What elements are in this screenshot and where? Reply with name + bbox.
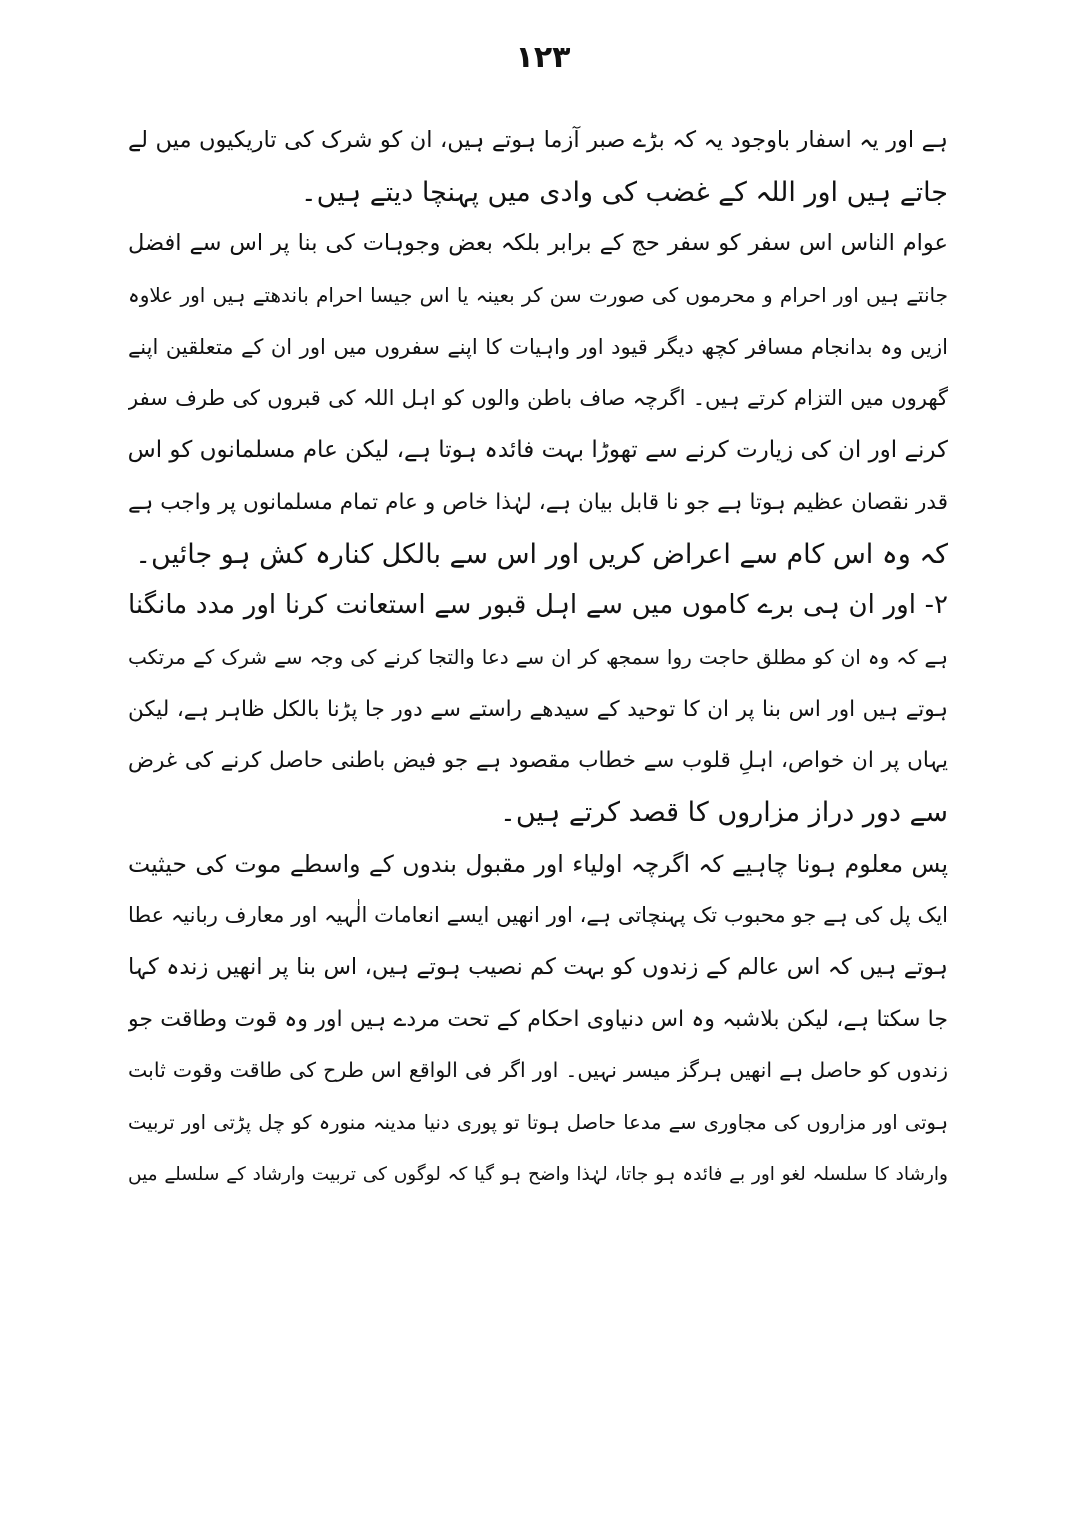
body-text (128, 115, 948, 1200)
text-line: کرنے اور ان کی زیارت کرنے سے تھوڑا بہت فائدہ ہوتا ہے، لیکن عام مسلمانوں کو اس (128, 437, 948, 464)
text-line: عوام الناس اس سفر کو سفر حج کے برابر بلکہ بعض وجوہات کی بنا پر اس سے افضل (128, 230, 948, 257)
text-line: ایک پل کی ہے جو محبوب تک پہنچاتی ہے، اور انھیں ایسے انعامات الٰہیہ اور معارف ربانیہ عطا (128, 903, 948, 928)
text-line: ہوتے ہیں کہ اس عالم کے زندوں کو بہت کم نصیب ہوتے ہیں، اس بنا پر انھیں زندہ کہا (128, 954, 948, 980)
text-line: قدر نقصان عظیم ہوتا ہے جو نا قابل بیان ہے، لہٰذا خاص و عام تمام مسلمانوں پر واجب ہے (128, 489, 948, 515)
text-line: پس معلوم ہونا چاہیے کہ اگرچہ اولیاء اور مقبول بندوں کے واسطے موت کی حیثیت (128, 849, 948, 878)
text-line: وارشاد کا سلسلہ لغو اور بے فائدہ ہو جاتا، لہٰذا واضح ہو گیا کہ لوگوں کی تربیت وارشاد کے سلسلے میں (128, 1163, 948, 1185)
text-line: کہ وہ اس کام سے اعراض کریں اور اس سے بالکل کنارہ کش ہو جائیں۔ (135, 538, 948, 570)
page-number: ۱۲۳ (515, 40, 571, 75)
text-line: ہے اور یہ اسفار باوجود یہ کہ بڑے صبر آزما ہوتے ہیں، ان کو شرک کی تاریکیوں میں لے (128, 127, 948, 153)
text-line: گھروں میں التزام کرتے ہیں۔ اگرچہ صاف باطن والوں کو اہل اللہ کی قبروں کی طرف سفر (128, 386, 948, 411)
text-line: جانتے ہیں اور احرام و محرموں کی صورت سن کر بعینہ یا اس جیسا احرام باندھتے ہیں اور علاوہ (128, 283, 948, 308)
text-line: زندوں کو حاصل ہے انھیں ہرگز میسر نہیں۔ اور اگر فی الواقع اس طرح کی طاقت وقوت ثابت (128, 1058, 948, 1083)
text-line: جاتے ہیں اور اللہ کے غضب کی وادی میں پہنچا دیتے ہیں۔ (300, 176, 948, 208)
text-line: سے دور دراز مزاروں کا قصد کرتے ہیں۔ (500, 796, 948, 828)
text-line: ہے کہ وہ ان کو مطلق حاجت روا سمجھ کر ان سے دعا والتجا کرنے کی وجہ سے شرک کے مرتکب (128, 644, 948, 669)
text-line: ۲- اور ان ہی برے کاموں میں سے اہل قبور سے استعانت کرنا اور مدد مانگنا (128, 590, 948, 621)
text-line: جا سکتا ہے، لیکن بلاشبہ وہ اس دنیاوی احکام کے تحت مردے ہیں اور وہ قوت وطاقت جو (128, 1006, 948, 1032)
text-line: یہاں پر ان خواص، اہلِ قلوب سے خطاب مقصود ہے جو فیض باطنی حاصل کرنے کی غرض (128, 748, 948, 774)
text-line: ازیں وہ بدانجام مسافر کچھ دیگر قیود اور واہیات کا اپنے سفروں میں اور ان کے متعلقین اپنے (128, 334, 948, 359)
text-line: ہوتی اور مزاروں کی مجاوری سے مدعا حاصل ہوتا تو پوری دنیا مدینہ منورہ کو چل پڑتی اور تربیت (128, 1111, 948, 1135)
text-line: ہوتے ہیں اور اس بنا پر ان کا توحید کے سیدھے راستے سے دور جا پڑنا بالکل ظاہر ہے، لیکن (128, 696, 948, 722)
